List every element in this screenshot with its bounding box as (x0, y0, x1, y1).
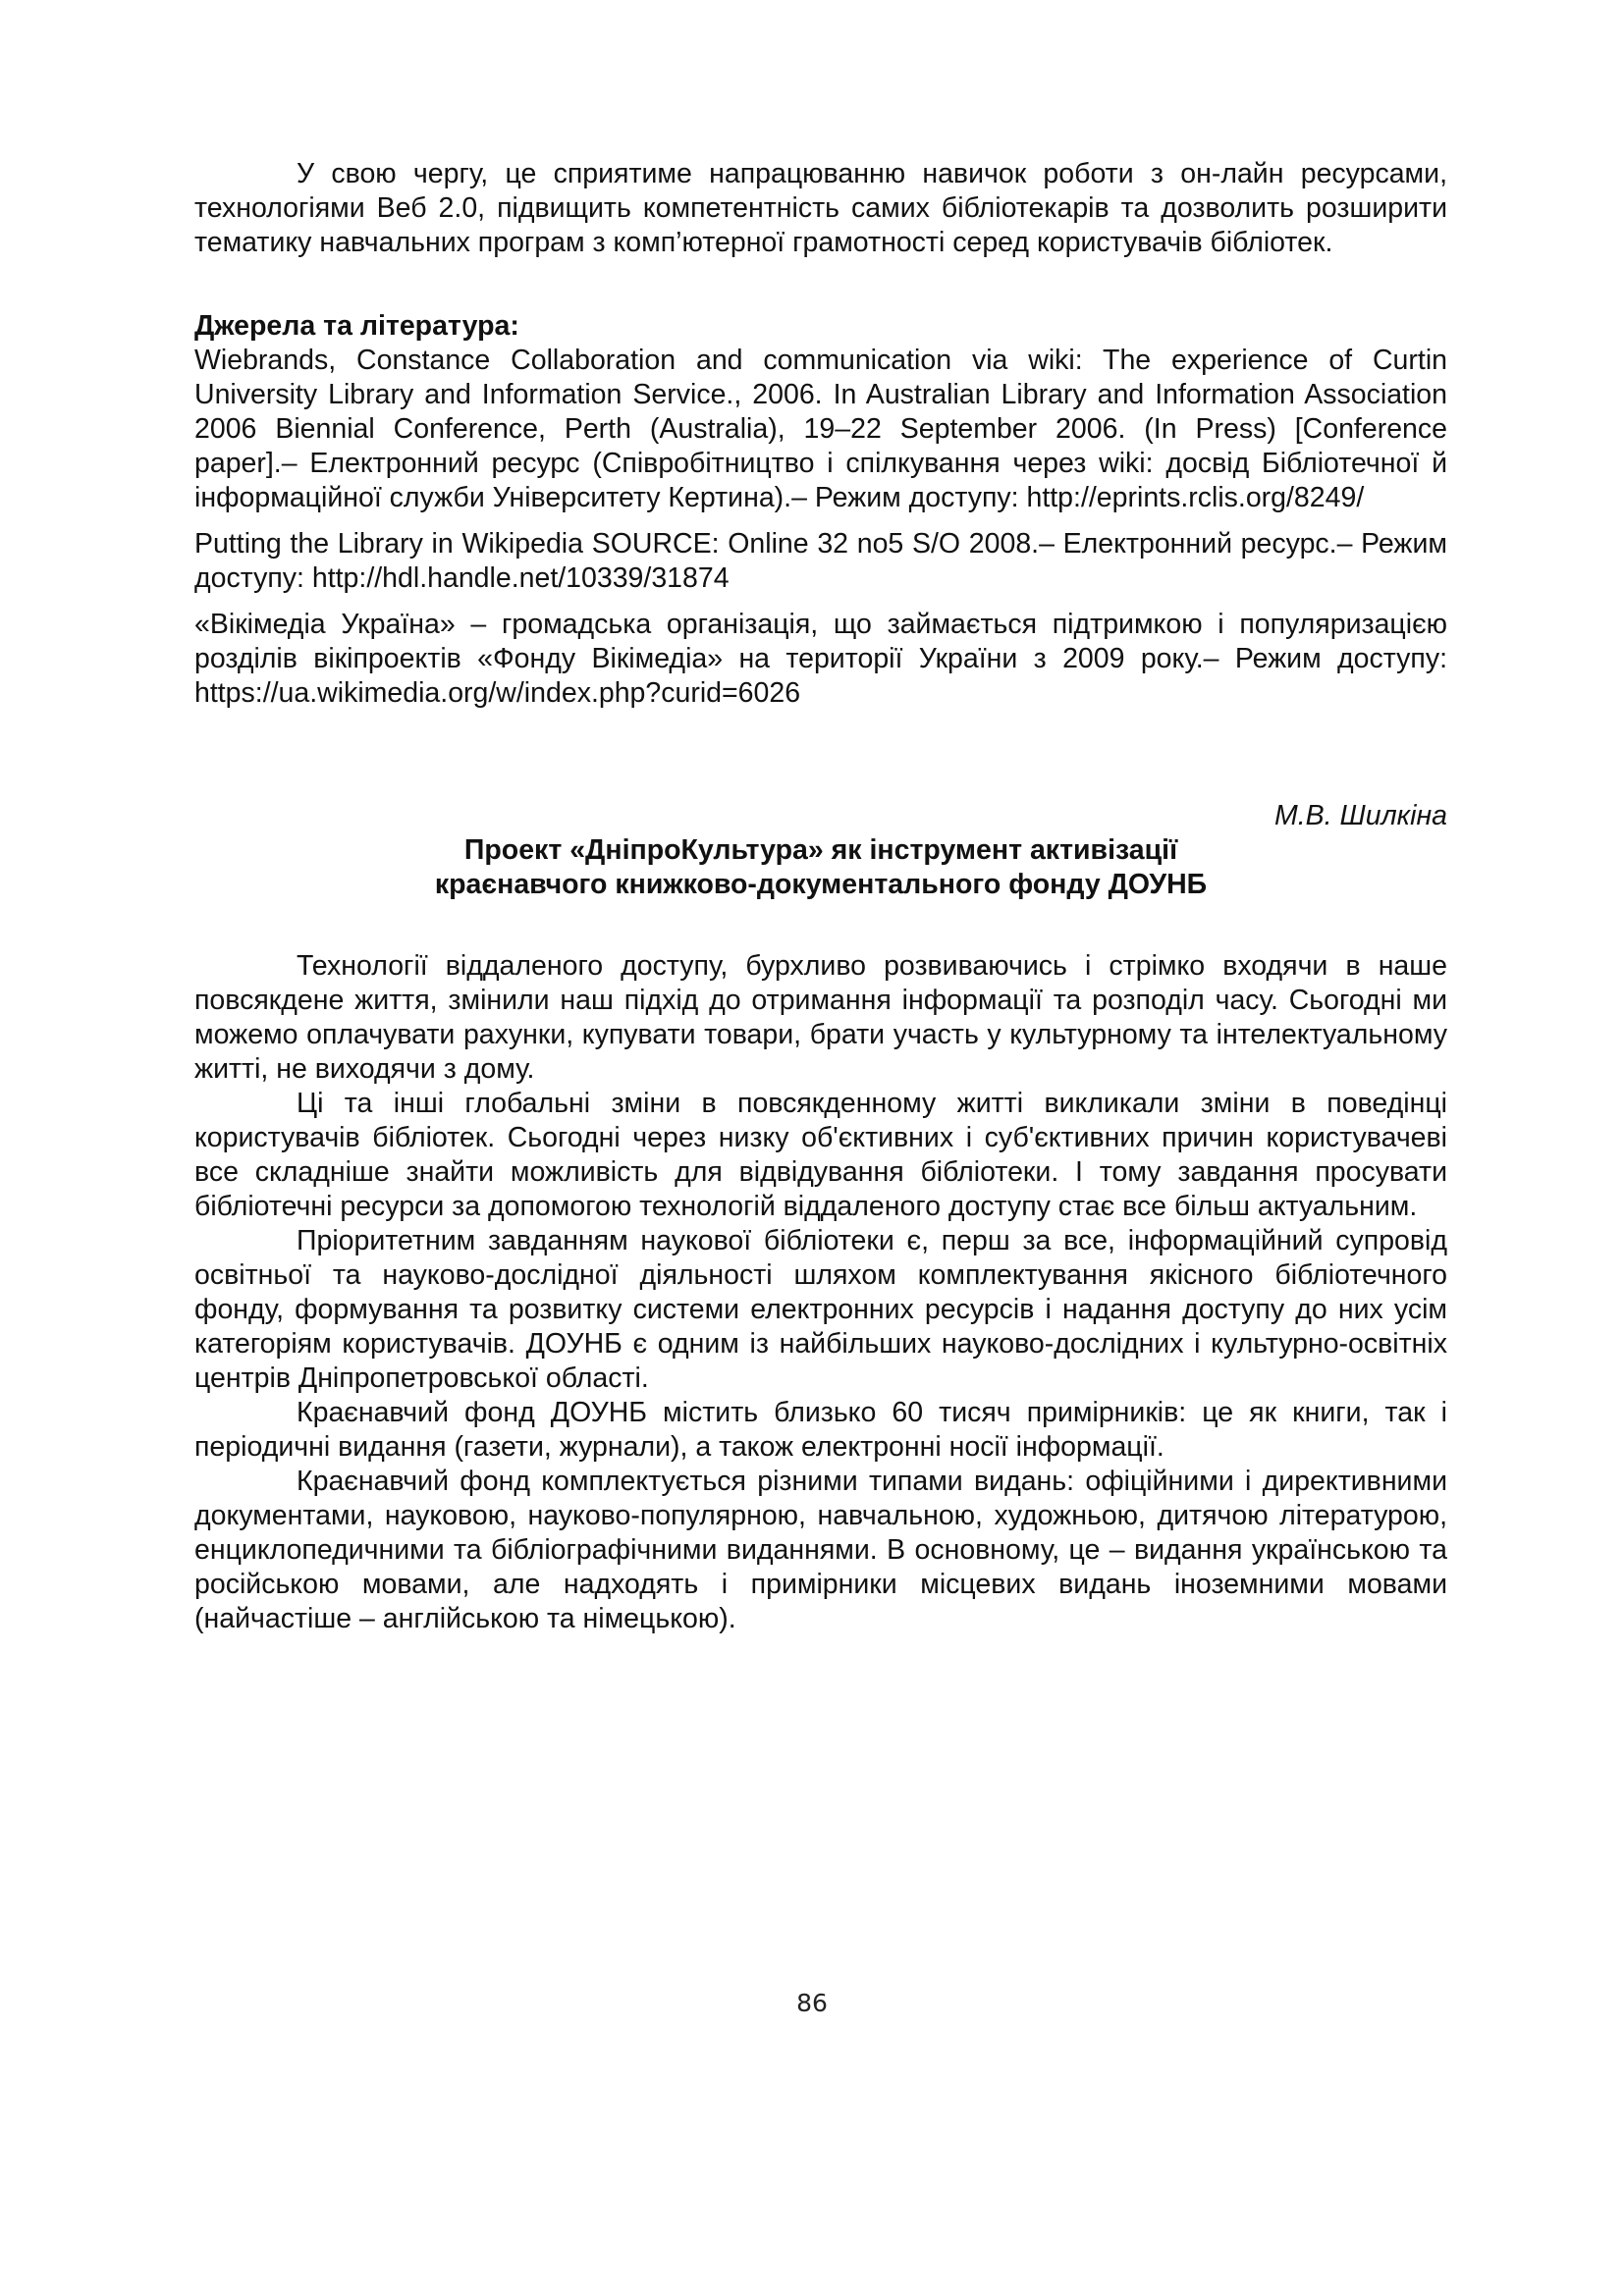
body-paragraph: Краєнавчий фонд комплектується різними типами видань: офіційними і директивними документами, науковою, науково-популярною, навчальною, художньою, дитячою літературою, енциклопедичними та бібліографічними виданнями. В основному, це – видання українською та російською мовами, але надходять і примірники місцевих видань іноземними мовами (найчастіше – англійською та німецькою). (194, 1466, 1447, 1634)
intro-paragraph: У свою чергу, це сприятиме напрацюванню навичок роботи з он-лайн ресурсами, технологіями Веб 2.0, підвищить компетентність самих бібліотекарів та дозволить розширити тематику навчальних програм з комп’ютерної грамотності серед користувачів бібліотек. (194, 158, 1447, 258)
page-content (194, 157, 1447, 1636)
references-heading: Джерела та література: (194, 310, 519, 342)
body-paragraph: Ці та інші глобальні зміни в повсякденному житті викликали зміни в поведінці користувачів бібліотек. Сьогодні через низку об'єктивних і суб'єктивних причин користувачеві все складніше знайти можливість для відвідування бібліотеки. І тому завдання просувати бібліотечні ресурси за допомогою технологій віддаленого доступу стає все більш актуальним. (194, 1088, 1447, 1222)
article-title-line: Проект «ДніпроКультура» як інструмент активізації (463, 834, 1178, 866)
body-paragraph: Технології віддаленого доступу, бурхливо розвиваючись і стрімко входячи в наше повсякдене життя, змінили наш підхід до отримання інформації та розподіл часу. Сьогодні ми можемо оплачувати рахунки, купувати товари, брати участь у культурному та інтелектуальному житті, не виходячи з дому. (194, 950, 1447, 1085)
article-title (194, 833, 1447, 902)
body-paragraph: Краєнавчий фонд ДОУНБ містить близько 60 тисяч примірників: це як книги, так і періодичні видання (газети, журнали), а також електронні носії інформації. (194, 1397, 1447, 1463)
article-title-line: краєнавчого книжково-документального фонду ДОУНБ (434, 869, 1208, 900)
body-paragraph: Пріоритетним завданням наукової бібліотеки є, перш за все, інформаційний супровід освітньої та науково-дослідної діяльності шляхом комплектування якісного бібліотечного фонду, формування та розвитку системи електронних ресурсів і надання доступу до них усім категоріям користувачів. ДОУНБ є одним із найбільших науково-дослідних і культурно-освітніх центрів Дніпропетровської області. (194, 1225, 1447, 1394)
page-number: 86 (796, 1989, 828, 2017)
reference-item: Putting the Library in Wikipedia SOURCE: Online 32 no5 S/O 2008.– Електронний ресурс.– Режим доступу: http://hdl.handle.net/10339/31874 (194, 528, 1447, 594)
article-author: М.В. Шилкіна (1274, 800, 1447, 831)
reference-item: Wiebrands, Constance Collaboration and communication via wiki: The experience of Curtin University Library and Information Service., 2006. In Australian Library and Information Association 2006 Biennial Conference, Perth (Australia), 19–22 September 2006. (In Press) [Conference paper].– Електронний ресурс (Співробітництво і спілкування через wiki: досвід Бібліотечної й інформаційної служби Університету Кертина).– Режим доступу: http://eprints.rclis.org/8249/ (194, 345, 1447, 513)
reference-item: «Вікімедіа Україна» – громадська організація, що займається підтримкою і популяризацією розділів вікіпроектів «Фонду Вікімедіа» на території України з 2009 року.– Режим доступу: https://ua.wikimedia.org/w/index.php?curid=6026 (194, 609, 1447, 709)
